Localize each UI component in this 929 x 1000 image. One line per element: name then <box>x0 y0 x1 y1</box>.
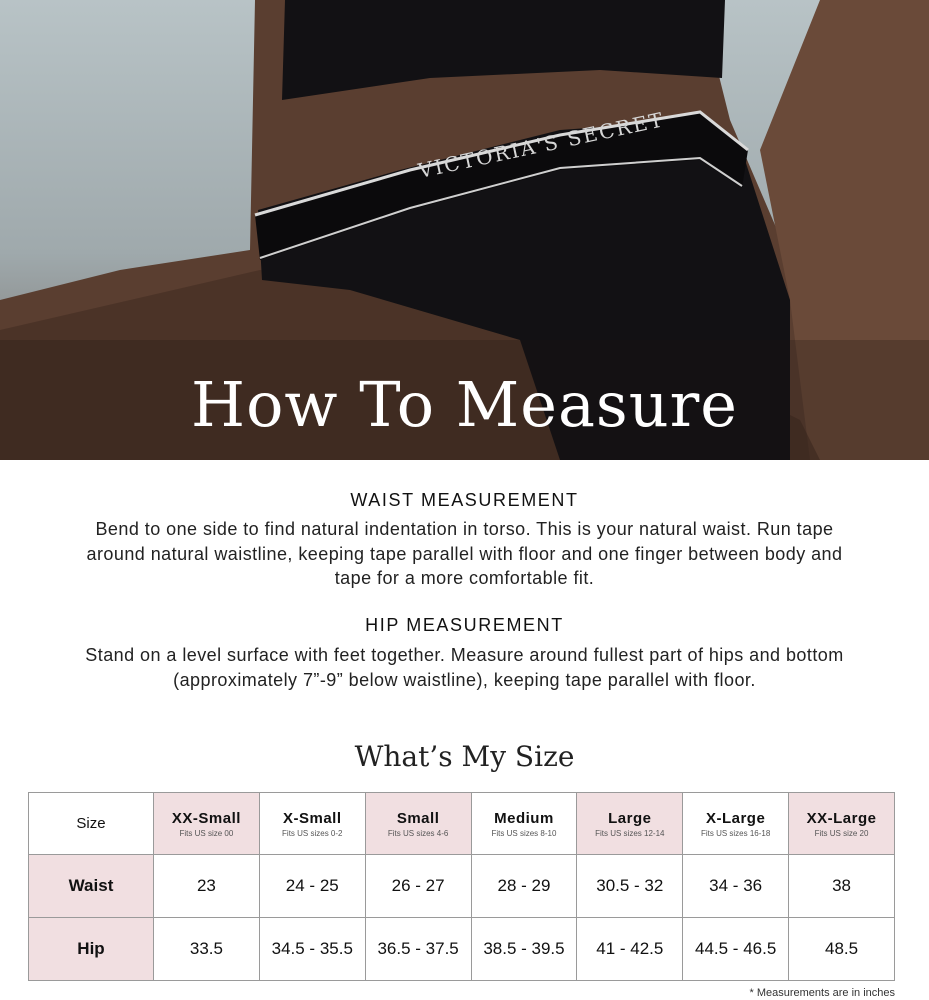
hip-measurement-text: Stand on a level surface with feet together. Measure around fullest part of hips and bottom (approximately 7”-9” below waistline), keeping tape parallel with floor. <box>85 645 844 690</box>
size-name: Large <box>608 809 652 827</box>
size-name: XX-Large <box>806 809 877 827</box>
waistband-brand-text: VICTORIA'S SECRET <box>416 107 667 183</box>
table-cell: 44.5 - 46.5 <box>683 918 789 981</box>
size-name: Small <box>396 809 440 827</box>
size-fits-note: Fits US sizes 0-2 <box>282 828 343 838</box>
size-chart-table <box>28 792 895 981</box>
table-cell: 38 <box>789 855 895 918</box>
size-header-cell <box>683 793 789 855</box>
table-row-waist <box>29 855 895 918</box>
size-header-cell <box>789 793 895 855</box>
size-header-cell <box>154 793 260 855</box>
size-corner-label: Size <box>29 793 154 855</box>
size-fits-note: Fits US sizes 4-6 <box>387 828 449 838</box>
row-label: Hip <box>29 918 154 981</box>
row-label: Waist <box>29 855 154 918</box>
size-header-row <box>29 793 895 855</box>
waist-measurement-text: Bend to one side to find natural indentation in torso. This is your natural waist. Run tape around natural waistline, keeping tape parallel with floor and one finger between body and tape for a more comfortable fit. <box>86 519 843 588</box>
table-cell: 24 - 25 <box>259 855 365 918</box>
table-cell: 23 <box>154 855 260 918</box>
table-cell: 34.5 - 35.5 <box>259 918 365 981</box>
size-chart-title: What’s My Size <box>354 740 575 773</box>
page-title: How To Measure <box>191 368 738 441</box>
size-fits-note: Fits US size 00 <box>179 828 234 838</box>
size-header-cell <box>471 793 577 855</box>
hip-measurement-heading: HIP MEASUREMENT <box>365 615 564 635</box>
size-fits-note: Fits US size 20 <box>814 828 869 838</box>
measurement-footnote: * Measurements are in inches <box>749 987 895 999</box>
hero-banner <box>0 0 929 460</box>
table-cell: 41 - 42.5 <box>577 918 683 981</box>
table-cell: 30.5 - 32 <box>577 855 683 918</box>
size-name: XX-Small <box>171 809 241 827</box>
waist-measurement-heading: WAIST MEASUREMENT <box>350 490 579 510</box>
table-cell: 26 - 27 <box>365 855 471 918</box>
size-header-cell <box>259 793 365 855</box>
table-cell: 36.5 - 37.5 <box>365 918 471 981</box>
size-header-cell <box>365 793 471 855</box>
size-name: Medium <box>494 809 554 827</box>
table-cell: 34 - 36 <box>683 855 789 918</box>
size-fits-note: Fits US sizes 12-14 <box>595 828 665 838</box>
size-name: X-Small <box>283 809 342 827</box>
table-cell: 48.5 <box>789 918 895 981</box>
table-row-hip <box>29 918 895 981</box>
size-fits-note: Fits US sizes 16-18 <box>700 828 771 838</box>
size-header-cell <box>577 793 683 855</box>
size-name: X-Large <box>705 809 766 827</box>
size-fits-note: Fits US sizes 8-10 <box>491 828 557 838</box>
table-cell: 28 - 29 <box>471 855 577 918</box>
table-cell: 33.5 <box>154 918 260 981</box>
table-cell: 38.5 - 39.5 <box>471 918 577 981</box>
